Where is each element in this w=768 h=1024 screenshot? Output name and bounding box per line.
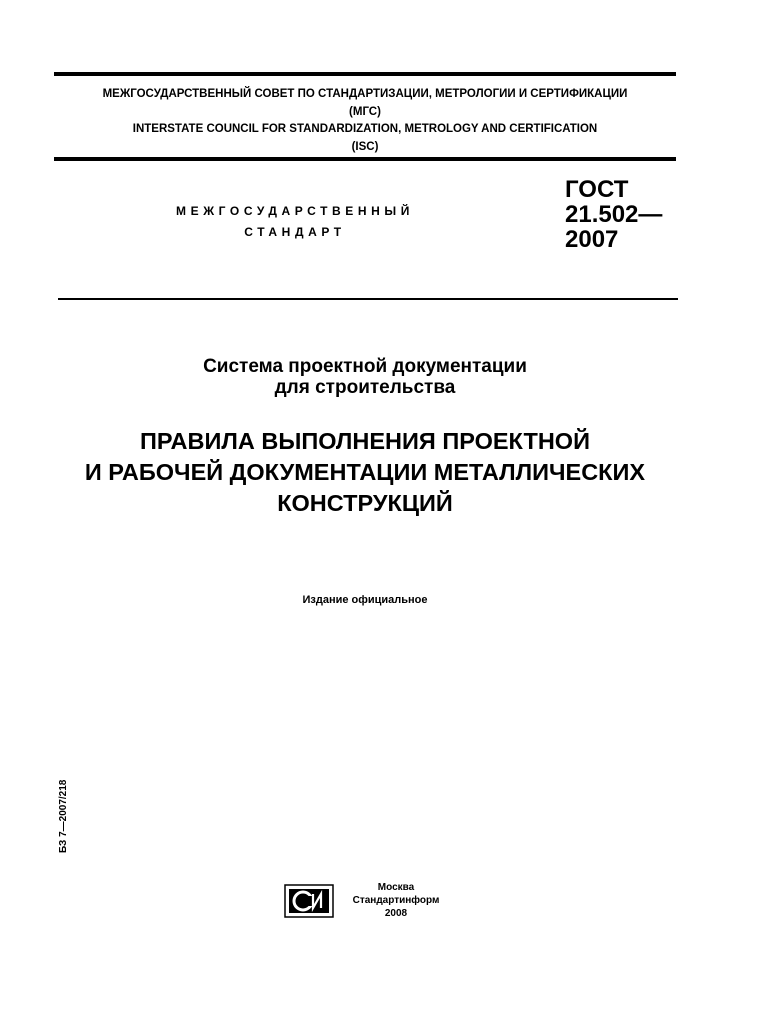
publisher-info: [336, 881, 456, 920]
top-thick-rule: [54, 72, 676, 76]
side-code: БЗ 7—2007/218: [58, 779, 69, 853]
publisher-name: Стандартинформ: [352, 895, 440, 906]
standartinform-logo-icon: [284, 884, 334, 918]
standard-label: [130, 201, 460, 243]
document-title-line2: И РАБОЧЕЙ ДОКУМЕНТАЦИИ МЕТАЛЛИЧЕСКИХ: [84, 459, 646, 485]
standard-label-line1: МЕЖГОСУДАРСТВЕННЫЙ: [176, 204, 414, 218]
document-title-line3: КОНСТРУКЦИЙ: [277, 490, 453, 516]
council-name-ru: МЕЖГОСУДАРСТВЕННЫЙ СОВЕТ ПО СТАНДАРТИЗАЦИИ, МЕТРОЛОГИИ И СЕРТИФИКАЦИИ: [102, 88, 628, 100]
council-header: [54, 86, 676, 156]
thin-rule: [58, 298, 678, 300]
edition-label: Издание официальное: [302, 594, 428, 606]
gost-number: 21.502—: [565, 201, 663, 228]
council-name-en: INTERSTATE COUNCIL FOR STANDARDIZATION, METROLOGY AND CERTIFICATION: [132, 123, 598, 135]
gost-prefix: ГОСТ: [565, 176, 629, 203]
publisher-city: Москва: [377, 882, 415, 893]
council-abbr-en: (ISC): [351, 140, 379, 153]
document-title-line1: ПРАВИЛА ВЫПОЛНЕНИЯ ПРОЕКТНОЙ: [140, 428, 590, 454]
document-title: [40, 426, 690, 519]
system-title-line2: для строительства: [274, 377, 456, 398]
standard-label-line2: СТАНДАРТ: [244, 225, 346, 239]
gost-year: 2007: [565, 226, 619, 253]
middle-thick-rule: [54, 157, 676, 161]
gost-designation: [565, 177, 662, 252]
council-abbr-ru: (МГС): [349, 105, 381, 118]
system-title-line1: Система проектной документации: [203, 356, 527, 377]
publisher-year: 2008: [384, 908, 408, 919]
system-title: [60, 356, 670, 398]
